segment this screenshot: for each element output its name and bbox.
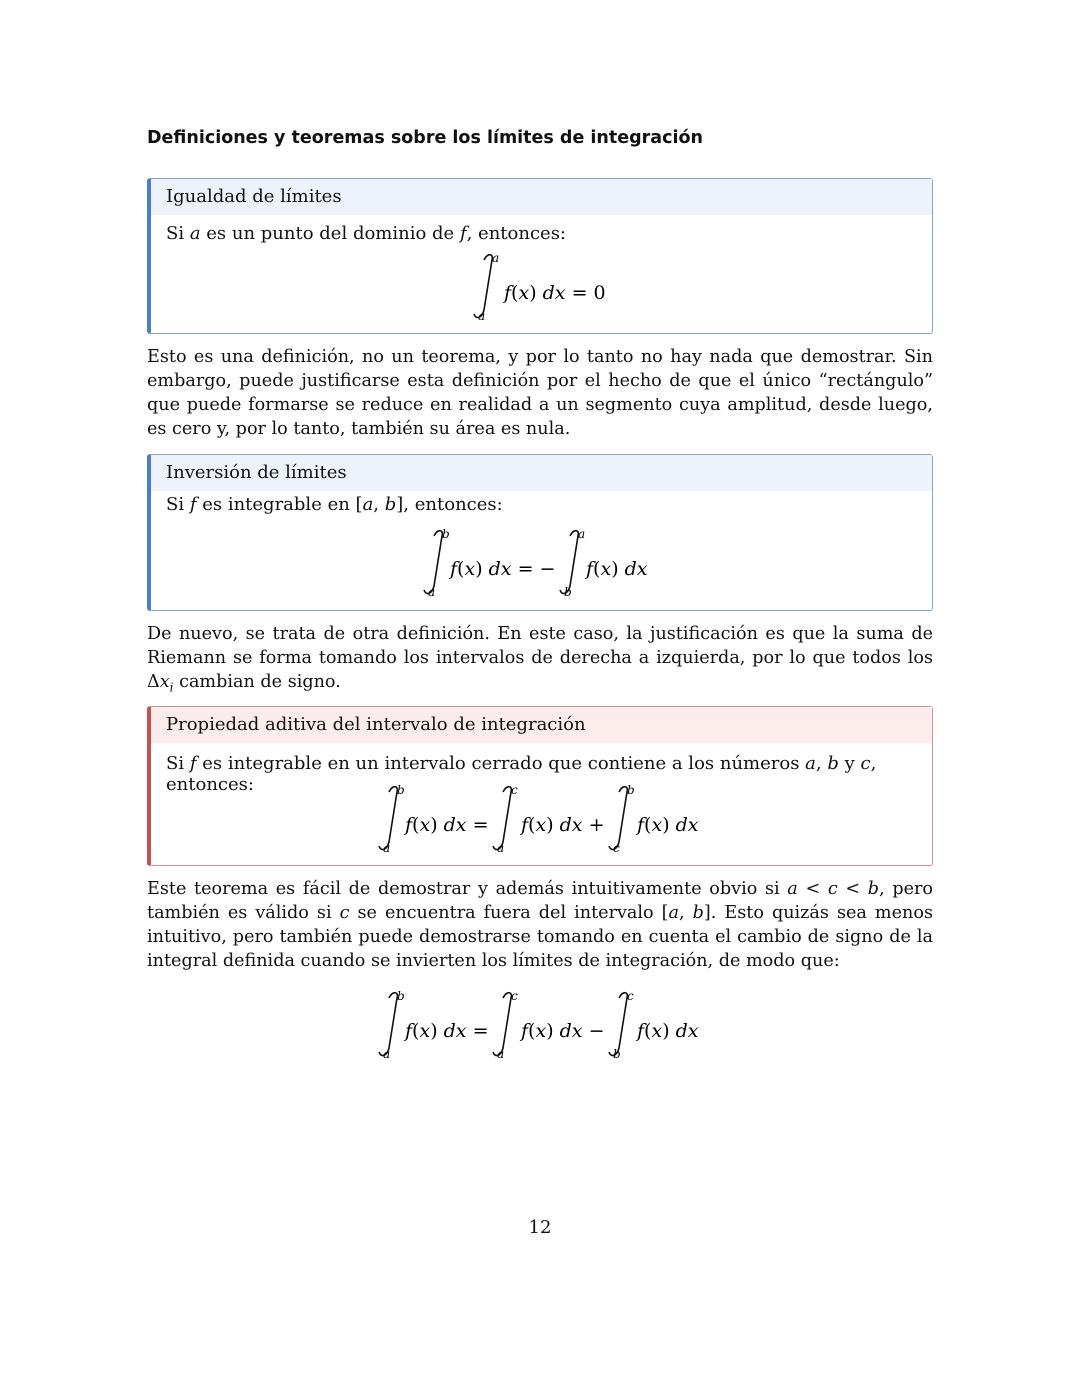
paragraph-1: Esto es una definición, no un teorema, y por lo tanto no hay nada que demostrar. Sin embargo, puede justificarse esta definición por el hecho de que el único “rectángulo” que puede formarse se reduce en realidad a un segmento cuya amplitud, desde luego, es cero y, por lo tanto, también su área es nula. [147, 347, 933, 439]
svg-text:a: a [578, 527, 586, 541]
paragraph-2: De nuevo, se trata de otra definición. En este caso, la justificación es que la suma de Riemann se forma tomando los intervalos de derecha a izquierda, por lo que todos los $\Delta x_i$ cambian de signo. [147, 624, 933, 695]
svg-text:a: a [497, 1047, 505, 1061]
section-heading: Definiciones y teoremas sobre los límites de integración [147, 128, 703, 148]
paragraph-3: Este teorema es fácil de demostrar y además intuitivamente obvio si a < c < b, pero también es válido si c se encuentra fuera del intervalo [a, b]. Esto quizás sea menos intuitivo, pero también puede demostrarse tomando en cuenta el cambio de signo de la integral definida cuando se invierten los límites de integración, de modo que: [147, 879, 933, 971]
box-statement: Si f es integrable en [a, b], entonces: [166, 494, 503, 515]
svg-text:a: a [428, 585, 436, 599]
svg-text:b: b [397, 783, 405, 797]
svg-text:f(x) dx: f(x) dx [586, 558, 648, 580]
box-statement: Si a es un punto del dominio de f, entonces: [166, 223, 566, 244]
svg-text:a: a [478, 309, 486, 323]
svg-text:f(x) dx +: f(x) dx + [521, 814, 605, 836]
svg-text:b: b [397, 989, 405, 1003]
svg-text:c: c [511, 783, 518, 797]
svg-text:f(x) dx =: f(x) dx = [405, 814, 489, 836]
svg-text:a: a [383, 841, 391, 855]
svg-text:c: c [627, 989, 634, 1003]
svg-text:f(x) dx: f(x) dx [637, 814, 699, 836]
formula-integral-equal-limits [147, 250, 933, 328]
svg-text:a: a [383, 1047, 391, 1061]
svg-text:a: a [492, 251, 500, 265]
page-number: 12 [528, 1217, 552, 1238]
box-title: Igualdad de límites [151, 179, 932, 215]
svg-text:b: b [442, 527, 450, 541]
svg-text:b: b [613, 1047, 621, 1061]
svg-text:f(x) dx =: f(x) dx = [405, 1020, 489, 1042]
svg-text:c: c [613, 841, 620, 855]
formula-limits-inversion [147, 526, 933, 604]
formula-additive-property [147, 782, 933, 860]
svg-text:b: b [627, 783, 635, 797]
box-statement: Si f es integrable en un intervalo cerrado que contiene a los números a, b y c, entonces: [166, 753, 877, 795]
box-body [151, 215, 932, 244]
svg-text:f(x) dx = 0: f(x) dx = 0 [504, 282, 606, 304]
svg-text:a: a [497, 841, 505, 855]
box-body [151, 491, 932, 515]
box-title: Propiedad aditiva del intervalo de integración [151, 707, 932, 743]
svg-text:f(x) dx −: f(x) dx − [521, 1020, 605, 1042]
svg-text:f(x) dx: f(x) dx [637, 1020, 699, 1042]
formula-additive-rewritten [147, 988, 933, 1066]
box-title: Inversión de límites [151, 455, 932, 491]
svg-text:c: c [511, 989, 518, 1003]
svg-text:f(x) dx = −: f(x) dx = − [450, 558, 556, 580]
svg-text:b: b [564, 585, 572, 599]
